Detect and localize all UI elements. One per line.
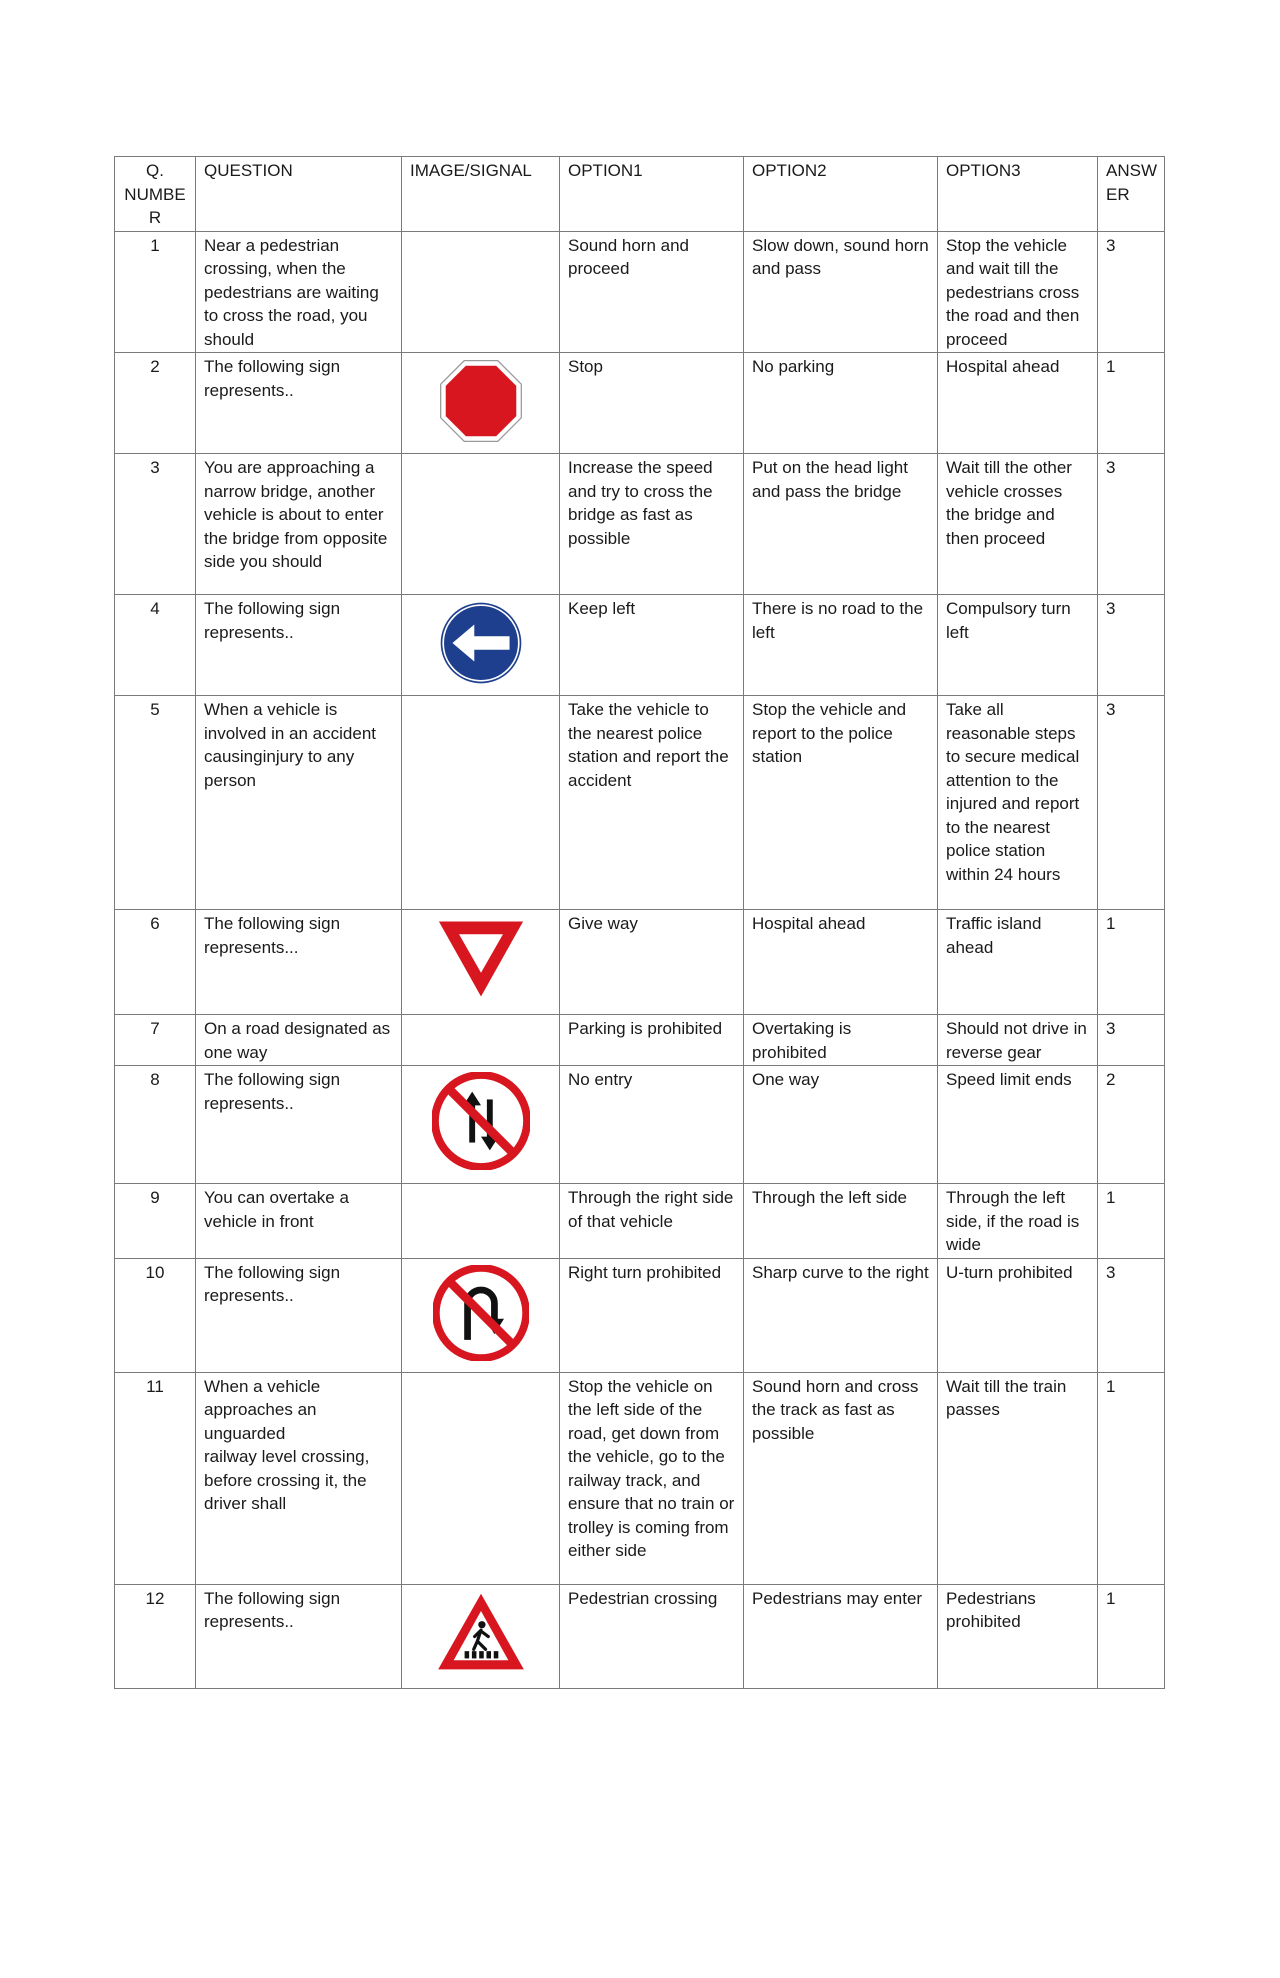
question-text: Near a pedestrian crossing, when the pedestrians are waiting to cross the road, you should	[196, 231, 402, 353]
option2: Slow down, sound horn and pass	[744, 231, 938, 353]
table-row	[115, 231, 1165, 353]
option3: Wait till the other vehicle crosses the bridge and then proceed	[938, 454, 1098, 595]
answer: 1	[1098, 1372, 1165, 1584]
header-qnum: Q. NUMBE R	[115, 157, 196, 232]
question-text: When a vehicle is involved in an accident causinginjury to any person	[196, 696, 402, 910]
signal-cell	[402, 353, 560, 454]
signal-cell	[402, 595, 560, 696]
table-row	[115, 696, 1165, 910]
option2: Sharp curve to the right	[744, 1258, 938, 1372]
option1: Sound horn and proceed	[560, 231, 744, 353]
signal-cell	[402, 1258, 560, 1372]
question-number: 2	[115, 353, 196, 454]
signal-cell	[402, 1015, 560, 1066]
signal-cell	[402, 696, 560, 910]
question-text: When a vehicle approaches an unguarded railway level crossing, before crossing it, the driver shall	[196, 1372, 402, 1584]
header-option2: OPTION2	[744, 157, 938, 232]
table-row	[115, 1066, 1165, 1184]
option2: One way	[744, 1066, 938, 1184]
question-text: The following sign represents..	[196, 1258, 402, 1372]
option1: Pedestrian crossing	[560, 1584, 744, 1688]
option3: U-turn prohibited	[938, 1258, 1098, 1372]
option3: Traffic island ahead	[938, 910, 1098, 1015]
answer: 1	[1098, 353, 1165, 454]
question-text: The following sign represents...	[196, 910, 402, 1015]
answer: 3	[1098, 696, 1165, 910]
question-text: You can overtake a vehicle in front	[196, 1184, 402, 1259]
option3: Pedestrians prohibited	[938, 1584, 1098, 1688]
no-entry-one-way-icon	[410, 1068, 551, 1170]
option2: There is no road to the left	[744, 595, 938, 696]
option2: Hospital ahead	[744, 910, 938, 1015]
question-number: 7	[115, 1015, 196, 1066]
answer: 1	[1098, 910, 1165, 1015]
option1: Through the right side of that vehicle	[560, 1184, 744, 1259]
option1: Increase the speed and try to cross the bridge as fast as possible	[560, 454, 744, 595]
table-row	[115, 454, 1165, 595]
signal-cell	[402, 231, 560, 353]
question-number: 12	[115, 1584, 196, 1688]
signal-cell	[402, 1372, 560, 1584]
question-number: 3	[115, 454, 196, 595]
table-row	[115, 353, 1165, 454]
option1: No entry	[560, 1066, 744, 1184]
question-text: On a road designated as one way	[196, 1015, 402, 1066]
signal-cell	[402, 910, 560, 1015]
answer: 3	[1098, 231, 1165, 353]
question-number: 1	[115, 231, 196, 353]
option3: Take all reasonable steps to secure medical attention to the injured and report to the nearest police station within 24 hours	[938, 696, 1098, 910]
option2: No parking	[744, 353, 938, 454]
option2: Put on the head light and pass the bridge	[744, 454, 938, 595]
header-option3: OPTION3	[938, 157, 1098, 232]
header-option1: OPTION1	[560, 157, 744, 232]
u-turn-prohibited-icon	[410, 1261, 551, 1361]
answer: 3	[1098, 595, 1165, 696]
stop-sign-icon	[410, 355, 551, 443]
question-number: 9	[115, 1184, 196, 1259]
question-text: The following sign represents..	[196, 595, 402, 696]
question-text: The following sign represents..	[196, 1584, 402, 1688]
question-number: 4	[115, 595, 196, 696]
option1: Give way	[560, 910, 744, 1015]
table-row	[115, 1258, 1165, 1372]
signal-cell	[402, 1584, 560, 1688]
option1: Take the vehicle to the nearest police station and report the accident	[560, 696, 744, 910]
option1: Stop	[560, 353, 744, 454]
table-row	[115, 1372, 1165, 1584]
option3: Hospital ahead	[938, 353, 1098, 454]
pedestrian-crossing-icon	[410, 1587, 551, 1673]
option3: Should not drive in reverse gear	[938, 1015, 1098, 1066]
option3: Speed limit ends	[938, 1066, 1098, 1184]
question-number: 10	[115, 1258, 196, 1372]
table-row	[115, 595, 1165, 696]
table-row	[115, 1584, 1165, 1688]
option1: Right turn prohibited	[560, 1258, 744, 1372]
give-way-icon	[410, 912, 551, 1002]
answer: 2	[1098, 1066, 1165, 1184]
option1: Keep left	[560, 595, 744, 696]
option3: Wait till the train passes	[938, 1372, 1098, 1584]
option2: Overtaking is prohibited	[744, 1015, 938, 1066]
signal-cell	[402, 454, 560, 595]
option3: Compulsory turn left	[938, 595, 1098, 696]
option3: Stop the vehicle and wait till the pedestrians cross the road and then proceed	[938, 231, 1098, 353]
option1: Parking is prohibited	[560, 1015, 744, 1066]
answer: 3	[1098, 454, 1165, 595]
header-image: IMAGE/SIGNAL	[402, 157, 560, 232]
header-row	[115, 157, 1165, 232]
question-number: 11	[115, 1372, 196, 1584]
question-number: 5	[115, 696, 196, 910]
option2: Sound horn and cross the track as fast as possible	[744, 1372, 938, 1584]
header-answer: ANSW ER	[1098, 157, 1165, 232]
answer: 1	[1098, 1584, 1165, 1688]
signal-cell	[402, 1184, 560, 1259]
signal-cell	[402, 1066, 560, 1184]
option2: Pedestrians may enter	[744, 1584, 938, 1688]
question-number: 8	[115, 1066, 196, 1184]
quiz-table	[114, 156, 1165, 1689]
option1: Stop the vehicle on the left side of the road, get down from the vehicle, go to the railway track, and ensure that no train or trolley is coming from either side	[560, 1372, 744, 1584]
table-row	[115, 910, 1165, 1015]
answer: 1	[1098, 1184, 1165, 1259]
question-text: The following sign represents..	[196, 353, 402, 454]
question-number: 6	[115, 910, 196, 1015]
answer: 3	[1098, 1015, 1165, 1066]
option2: Through the left side	[744, 1184, 938, 1259]
option3: Through the left side, if the road is wide	[938, 1184, 1098, 1259]
answer: 3	[1098, 1258, 1165, 1372]
table-row	[115, 1015, 1165, 1066]
question-text: The following sign represents..	[196, 1066, 402, 1184]
question-text: You are approaching a narrow bridge, another vehicle is about to enter the bridge from opposite side you should	[196, 454, 402, 595]
option2: Stop the vehicle and report to the police station	[744, 696, 938, 910]
table-row	[115, 1184, 1165, 1259]
compulsory-turn-left-icon	[410, 597, 551, 685]
header-question: QUESTION	[196, 157, 402, 232]
